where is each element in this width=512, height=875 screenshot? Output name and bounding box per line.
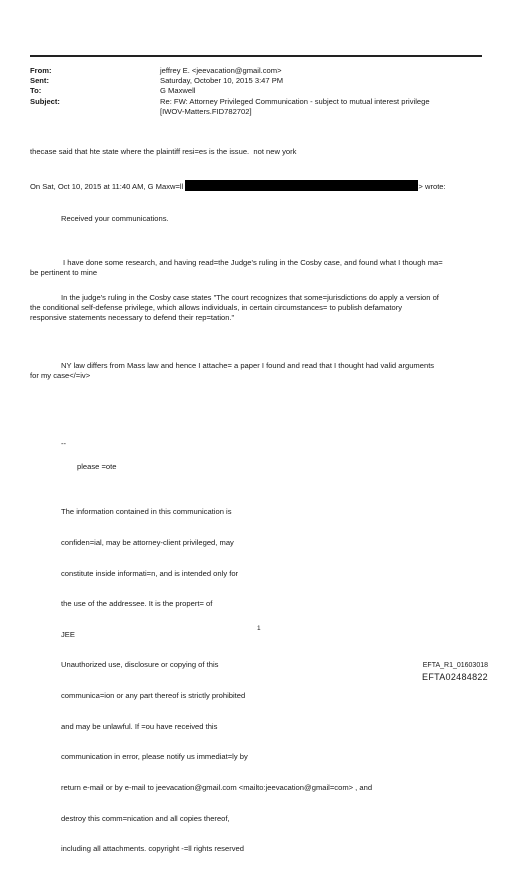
redaction-box [185, 180, 418, 191]
para2-line3: responsive statements necessary to defend their rep=tation." [30, 313, 235, 322]
header-rule [30, 55, 482, 57]
disclaimer-line: Unauthorized use, disclosure or copying of this [61, 660, 219, 670]
disclaimer-line: The information contained in this communication is [61, 507, 232, 517]
received-text: Received your communications. [61, 214, 169, 223]
from-label: From: [30, 66, 52, 75]
to-value: G Maxwell [160, 86, 196, 96]
to-row [30, 86, 490, 96]
page-number: 1 [257, 625, 261, 632]
bates-number-secondary: EFTA02484822 [422, 672, 488, 682]
disclaimer-line: destroy this comm=nication and all copies thereof, [61, 813, 230, 823]
sent-label: Sent: [30, 76, 49, 86]
disclaimer-line: return e-mail or by e-mail to jeevacation@gmail.com <mailto:jeevacation@gmail=com> , and [61, 782, 373, 792]
para1-line1: I have done some research, and having read=the Judge's ruling in the Cosby case, and found what I though ma= [63, 258, 443, 267]
disclaimer-line: JEE [61, 629, 75, 639]
reply-text: thecase said that hte state where the plaintiff resi=es is the issue. not new york [30, 147, 297, 156]
sent-row [30, 76, 490, 86]
from-value: jeffrey E. <jeevacation@gmail.com> [160, 66, 282, 75]
quote-prefix: On Sat, Oct 10, 2015 at 11:40 AM, G Maxw=ll [30, 182, 184, 191]
disclaimer-line: and may be unlawful. If =ou have received this [61, 721, 218, 731]
para3-line2: for my case</=iv> [30, 371, 91, 380]
para2-line2: the conditional self-defense privilege, which allows individuals, in certain circumstances= to publish defamatory [30, 303, 403, 312]
para2-line1: In the judge's ruling in the Cosby case states "The court recognizes that some=jurisdictions do apply a version of [61, 293, 439, 302]
signature-dashes: -- [61, 439, 67, 448]
disclaimer-line: communica=ion or any part thereof is strictly prohibited [61, 691, 246, 701]
disclaimer-block [61, 487, 372, 875]
para3-line1: NY law differs from Mass law and hence I attache= a paper I found and read that I thought had valid arguments [61, 361, 435, 370]
disclaimer-line: constitute inside informati=n, and is intended only for [61, 568, 239, 578]
subject-line-1: Re: FW: Attorney Privileged Communication - subject to mutual interest privilege [160, 96, 430, 106]
sent-value: Saturday, October 10, 2015 3:47 PM [160, 76, 284, 86]
disclaimer-line: the use of the addressee. It is the propert= of [61, 599, 213, 609]
disclaimer-line: including all attachments. copyright -=ll rights reserved [61, 844, 244, 854]
disclaimer-line: confiden=ial, may be attorney-client privileged, may [61, 538, 234, 548]
subject-label: Subject: [30, 96, 60, 106]
quote-suffix: > wrote: [418, 182, 446, 191]
from-row [30, 66, 490, 76]
bates-number-primary: EFTA_R1_01603018 [422, 662, 488, 669]
to-label: To: [30, 86, 42, 96]
email-header [30, 66, 490, 117]
subject-value [160, 97, 490, 117]
para1-line2: be pertinent to mine [30, 268, 98, 277]
subject-row [30, 97, 490, 117]
quote-line [30, 180, 446, 192]
subject-line-2: [IWOV-Matters.FID782702] [160, 106, 252, 116]
please-note: please =ote [77, 462, 117, 471]
disclaimer-line: communication in error, please notify us immediat=ly by [61, 752, 248, 762]
